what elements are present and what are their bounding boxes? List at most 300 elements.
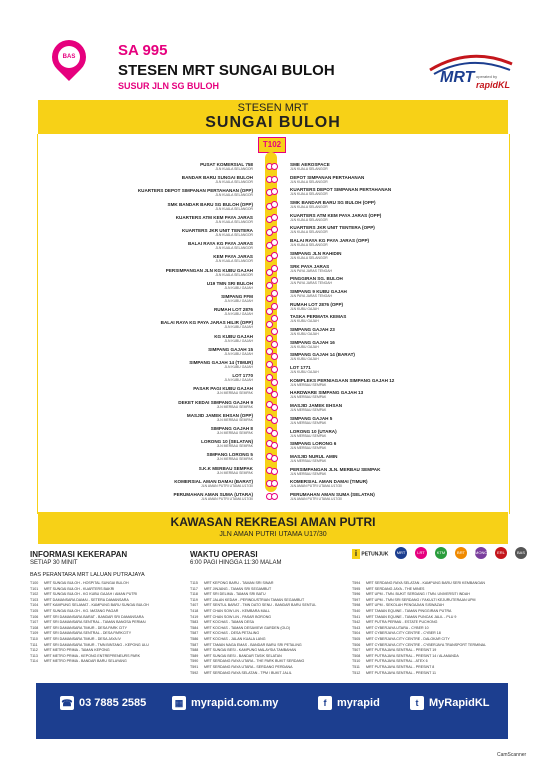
feeder-code: T587 [190,642,199,647]
stop-name: U19 TMN SRI BULOH [206,280,253,286]
feeder-code: T103 [30,597,39,602]
stop-left [174,479,253,488]
stop-name: SIMPANG 9 KUBU GAJAH [290,288,347,294]
stop-right [290,314,346,323]
stop-name: KUARTERS ATM KEM PAYA JARAS (OPP) [290,212,382,218]
feeder-desc: MRT KOCHAS - JALAN KUALA LANG [204,636,266,641]
feeder-code: T506 [352,642,361,647]
stop-area: JLN MERBAU SEMPAK [290,382,327,387]
feeder-desc: MRT SUNGAI BULOH - KG KUBU GAJAH / AMAN PUTRI [44,592,138,597]
stop-area: JLN KUBU GAJAH [224,299,253,303]
legend-row [395,547,527,559]
stop-dot [271,366,278,373]
footer-twitter[interactable] [410,696,490,710]
stop-name: SIMPANG GAJAH 14 (TIMUR) [189,360,253,365]
legend-ktm-icon: KTM [435,547,447,559]
stop-name: SIMPANG GAJAH 5 [290,415,333,421]
stop-name: KUARTERS JKR UNIT TENTERA [182,228,253,233]
feeder-code: T592 [190,670,199,675]
legend-brt-icon: BRT [455,547,467,559]
stop-area: JLN MERBAU SEMPAK [290,420,327,425]
stop-dot [271,201,278,208]
feeder-code: T117 [190,586,198,591]
stop-area: JLN KUBU GAJAH [224,378,253,383]
stop-area: JLN MERBAU SEMPAK [216,457,253,462]
stop-area: JLN KUBU GAJAH [224,365,253,369]
stop-right [290,492,375,501]
stop-area: JLN PAYA JARAS TENGAH [290,293,332,298]
stop-name: KOMERSIAL AMAN DAMAI (BARAT) [174,478,253,484]
feeder-code: T111 [30,642,38,647]
feeder-code: T114 [30,659,38,664]
stop-left [182,175,253,184]
stop-right [290,429,337,438]
feeder-desc: MRT UPM - TMN SRI SERDANG / FAKULTI KEJURUTERAAN UPM [366,597,476,602]
stop-dot [271,455,278,462]
feeder-row [190,671,316,677]
feeder-code: T109 [30,631,39,636]
stop-name: PERUMAHAN AMAN SUMA (UTARA) [173,492,253,497]
stop-name: SIMPANG GAJAH 16 [290,339,335,345]
stop-dot [271,290,278,297]
feeder-desc: MRT SERDANG JAYA - THE MINES [366,586,425,591]
footer-web[interactable] [172,696,278,710]
web-icon: ▦ [172,696,186,710]
feeder-code: T107 [30,620,39,625]
stop-area: JLN KUALA SELANGOR [290,205,328,210]
stop-area: JLN MERBAU SEMPAK [216,404,253,409]
destination-sub: JLN AMAN PUTRI UTAMA U17/30 [219,531,327,538]
stop-name: KUARTERS ATM KEM PAYA JARAS [175,214,253,220]
stop-area: JLN KUBU GAJAH [290,319,319,324]
frequency-value: SETIAP 30 MINIT [30,560,78,566]
feeder-column-1 [30,581,149,665]
feeder-code: T112 [30,648,38,653]
feeder-desc: MRT JINJANG - TAMAN SRI SEGAMBUT [204,586,272,591]
stop-area: JLN MERBAU SEMPAK [290,471,327,476]
stop-name: KUARTERS DEPOT SIMPANAN PERTAHANAN [290,187,392,193]
feeder-code: T589 [190,653,199,658]
logo-rapidkl-text: rapidKL [476,80,511,90]
feeder-desc: MRT KOCHAS - DESA PETALING [204,631,260,636]
feeder-desc: MRT PUTRAJAYA SENTRAL - PRESINT 11 [366,670,436,675]
feeder-desc: MRT TAMAN NAGA EMAS - BANDAR BARU SRI PETALING [204,642,302,647]
feeder-code: T407 [190,603,199,608]
stop-area: JLN KUALA SELANGOR [215,272,253,277]
feeder-code: T511 [352,664,360,669]
feeder-code: T101 [30,586,39,591]
info-icon: i [352,549,360,559]
stop-left [182,228,253,237]
feeder-code: T508 [352,653,361,658]
stop-right [290,479,368,488]
stop-area: JLN KUALA SELANGOR [215,180,253,185]
stop-right [290,251,341,260]
feeder-code: T598 [352,603,361,608]
feeder-desc: MRT PUTRAJAYA SENTRAL - PRESINT 8 [366,664,435,669]
pin-label: BAS [58,46,80,68]
phone-icon: ☎ [61,698,73,708]
feeder-desc: MRT JALAN KEDAH - PERINDUSTRIAN TAMAN SEGAMBUT [204,597,305,602]
stop-left [201,439,253,448]
feeder-desc: MRT PUTRAJAYA SENTRAL - ATEX 6 [366,659,428,664]
stop-name: LORONG 10 (UTARA) [290,428,337,434]
stop-area: JLN MERBAU SEMPAK [290,458,327,463]
stop-name: PERSIMPANGAN JLN. MERBAU SEMPAK [290,466,381,472]
stop-name: MASJID JAMEK EHSAN (OPP) [186,412,253,418]
feeder-desc: MRT PUTRAJAYA SENTRAL - PRESINT 19 [366,648,437,653]
feeder-desc: MRT TAMAN EQUINE - TAMAN PINGGIRAN PUTRA [366,608,452,613]
stop-dot [271,468,278,475]
stop-right [290,390,363,399]
stop-left [213,254,253,263]
stop-name: PERSIMPANGAN JLN KG KUBU GAJAH [165,267,253,273]
feeder-code: T102 [30,592,39,597]
feeder-desc: MRT SUNGAI BULOH - KUARTERS BAKRI [44,586,115,591]
stop-name: BALAI RAYA KG PAYA JARAS (OPP) [290,238,370,244]
feeder-code: T586 [190,636,199,641]
bus-stop-pin-icon [45,33,93,81]
stop-name: BALAI RAYA KG PAYA JARAS [187,241,253,247]
operation-title: WAKTU OPERASI [190,550,258,559]
feeder-desc: MRT SUNGAI BULOH - HOSPITAL SUNGAI BULOH [44,581,129,585]
stop-dot [271,379,278,386]
stop-name: SIMPANG GAJAH 15 [208,346,253,352]
stop-left [189,360,253,369]
destination-name: KAWASAN REKREASI AMAN PUTRI [170,515,376,529]
stop-name: S.K.K MERBAU SEMPAK [198,465,253,471]
stop-area: JLN KUALA SELANGOR [290,167,328,171]
stop-right [290,213,381,222]
stop-dot [271,214,278,221]
stop-area: JLN MERBAU SEMPAK [290,408,327,413]
stop-left [214,334,253,343]
stop-name: SRK PAYA JARAS [290,263,330,269]
stop-dot [271,176,278,183]
feeder-code: T106 [30,614,39,619]
feeder-desc: MRT SUNGAI BULOH - KG. MATANG PAGAR [44,608,119,613]
stop-name: KG KUBU GAJAH [214,333,253,339]
stop-right [290,302,343,311]
twitter-icon: t [410,696,424,710]
stop-area: JLN KUBU GAJAH [290,332,319,336]
feeder-code: T587 [190,631,199,636]
footer-phone[interactable] [60,696,146,710]
feeder-code: T118 [190,592,198,597]
stop-name: RUMAH LOT 2876 [213,307,253,313]
feeder-desc: MRT CHAN SOW LIN - PASAR BORONG [204,614,272,619]
stop-left [200,162,253,171]
feeder-desc: MRT KOCHAS - TAMAN DESA [204,620,255,625]
stop-name: BALAI RAYA KG PAYA JARAS HILIR (OPP) [160,320,253,326]
feeder-desc: MRT SENTUL BARAT - TMN DATO SENU - BANDAR BARU SENTUL [204,603,317,608]
feeder-code: T583 [190,620,199,625]
stop-dot [271,252,278,259]
stop-area: JLN KUBU GAJAH [224,312,253,317]
stop-name: DEKET KEDAI SIMPANG GAJAH 9 [178,399,253,405]
feeder-desc: MRT SRI DAMANSARA SENTRAL - DESA PARKCITY [44,631,132,636]
scanner-watermark: CamScanner [497,752,527,758]
feeder-code: T110 [30,636,38,641]
feeder-code: T543 [352,625,361,630]
feeder-code: T507 [352,648,361,653]
stop-area: JLN MERBAU SEMPAK [290,395,327,400]
stop-right [290,225,375,234]
stop-dot [271,328,278,335]
feeder-row [352,671,486,677]
stop-area: JLN MERBAU SEMPAK [290,433,327,438]
web-text: myrapid.com.my [191,697,279,709]
stop-area: JLN MERBAU SEMPAK [216,470,253,475]
stop-right [290,264,332,273]
feeder-code: T104 [30,603,39,608]
stop-area: JLN KUALA SELANGOR [290,179,328,184]
feeder-desc: MRT UPM - SEKOLAH PENGAJIAN SISWAZAH [366,603,444,608]
stop-left [193,386,253,395]
feeder-code: T595 [352,586,361,591]
logo-tag-text: operated by [476,74,498,79]
stop-left [221,294,253,303]
stop-area: JLN MERBAU SEMPAK [290,446,327,451]
stop-name: SME AEROSPACE [290,162,330,167]
stop-right [290,276,343,285]
legend-title-text: PETUNJUK [361,551,389,558]
stop-area: JLN KUALA SELANGOR [215,206,253,211]
stop-area: JLN KUALA SELANGOR [215,233,253,237]
feeder-code: T594 [352,581,361,585]
stop-left [208,347,253,356]
frequency-title: INFORMASI KEKERAPAN [30,550,128,559]
stop-name: PINGGIRAN SG. BULOH [290,276,343,282]
feeder-code: T105 [30,608,39,613]
stop-name: KOMERSIAL AMAN DAMAI (TIMUR) [290,479,368,485]
route-number: SA 995 [118,42,168,59]
stop-right [290,454,337,463]
operation-hours: 6:00 PAGI HINGGA 11:30 MALAM [190,560,282,566]
feeder-desc: MRT SRI DAMANSARA SENTRAL - TAMAN BANGSA PERMAI [44,620,146,625]
stop-right [290,365,319,374]
feeder-desc: MRT CHAN SOW LIN - KEMBARA MALL [204,608,270,613]
stop-area: JLN KUALA SELANGOR [215,259,253,264]
feeder-desc: MRT KEPONG BARU - TAMAN SRI SINAR [204,581,274,585]
stop-dot [271,341,278,348]
feeder-desc: MRT TAMAN EQUINE - TAMAN PUNCAK JALIL - PLU 9 [366,614,457,619]
stop-name: KOMPLEKS PERNIAGAAN SIMPANG GAJAH 12 [290,377,395,383]
stop-area: JLN KUBU GAJAH [290,306,319,311]
feeder-desc: MRT UPM - TMN. BUKIT SERDANG / TMN. UNIVERSITI INDAH [366,592,470,597]
feeder-desc: MRT SERDANG RAYA UTARA - SERDANG PERDANA [204,664,293,669]
feeder-desc: MRT METRO PRIMA - BANDAR BARU SELAYANG [44,659,127,664]
stop-name: SIMPANG FFM [221,294,253,299]
stop-left [211,426,253,435]
stop-left [214,307,253,316]
route-badge: T102 [258,137,286,153]
stop-area: JLN KUALA SELANGOR [290,192,328,197]
feeder-desc: MRT SERDANG RAYA SELATAN - KAMPUNG BARU SERI KEMBANGAN [366,581,486,585]
feeder-list-title: BAS PERANTARA MRT LALUAN PUTRAJAYA [30,572,145,578]
feeder-desc: MRT SUNGAI BESI - BANDAR TASIK SELATAN [204,653,282,658]
stop-area: JLN KUBU GAJAH [224,351,253,356]
stop-name: PASAR PAGI KUBU GAJAH [193,386,253,392]
feeder-desc: MRT DAMANSARA DAMAI - SETERA DAMANSARA [44,597,129,602]
stop-right [290,467,380,476]
stop-name: SIMPANG JLN RAHIDIN [290,250,342,256]
stop-name: PUSAT KOMERSIAL 758 [200,162,253,167]
feeder-code: T418 [190,608,199,613]
stop-area: JLN KUBU GAJAH [290,357,319,362]
footer-facebook[interactable] [318,696,380,710]
stop-name: SIMPANG GAJAH 8 [210,426,253,431]
stop-left [176,215,253,224]
feeder-code: T119 [190,597,198,602]
twitter-text: MyRapidKL [429,697,490,709]
legend-title [352,549,392,561]
stop-area: JLN AMAN PUTRI UTAMA U17/30 [201,497,253,501]
stop-area: JLN KUALA SELANGOR [290,255,328,260]
legend-mrt-icon: MRT [395,547,407,559]
feeder-code: T505 [352,636,361,641]
stop-name: LORONG 10 (SELATAN) [201,439,253,445]
feeder-code: T540 [352,608,361,613]
stop-name: KUARTERS DEPOT SIMPANAN PERTAHANAN (OPP) [137,188,253,194]
legend-bas-icon: BAS [515,547,527,559]
feeder-desc: MRT PUTRAJAYA SENTRAL - PRESINT 14 / ALAMANDA [366,653,459,658]
feeder-desc: MRT SRI DELIMA - TAMAN SRI BATU [204,592,266,597]
feeder-row [30,659,149,665]
stop-name: PERUMAHAN AMAN SUMA (SELATAN) [290,492,375,497]
stop-left [166,268,253,277]
feeder-code: T588 [190,648,199,653]
stop-right [290,441,336,450]
stop-name: MASJID NURUL AMIN [290,453,338,459]
stop-area: JLN KUBU GAJAH [224,338,253,343]
feeder-desc: MRT SERDANG RAYA UTARA - THE PARK BUKIT SERDANG [204,659,305,664]
feeder-code: T542 [352,620,361,625]
stop-name: DEPOT SIMPANAN PERTAHANAN [290,174,365,180]
stop-right [290,289,347,298]
feeder-column-2 [190,581,316,676]
legend-mono-icon: MONO [475,547,487,559]
feeder-code: T590 [190,659,199,664]
feeder-desc: MRT KAMPUNG SELAMAT - KAMPUNG BARU SUNGAI BULOH [44,603,149,608]
station-title: STESEN MRT SUNGAI BULOH [118,62,335,79]
stop-right [290,175,364,184]
stop-name: RUMAH LOT 2876 (OPP) [290,301,344,307]
stop-name: KUARTERS JKR UNIT TENTERA (OPP) [290,225,375,231]
feeder-desc: MRT SUNGAI BESI - KAMPUNG MALAYSIA TAMBAHAN [204,648,297,653]
stop-area: JLN KUALA SELANGOR [290,217,328,222]
stop-right [290,378,394,387]
stop-area: JLN MERBAU SEMPAK [216,444,253,449]
legend-lrt-icon: LRT [415,547,427,559]
stop-name: SIMPANG LORONG 5 [206,452,253,458]
stop-left [187,413,253,422]
stop-dot [271,493,278,500]
mrt-rapidkl-logo [424,48,516,92]
feeder-desc: MRT SERDANG RAYA SELATAN - TPM / BUKIT JALIL [204,670,292,675]
feeder-desc: MRT SRI DAMANSARA BARAT - BANDAR SRI DAMANSARA [44,614,144,619]
stop-left [174,492,253,501]
stop-dot [271,430,278,437]
feeder-column-3 [352,581,486,676]
stop-name: BANDAR BARU SUNGAI BULOH [181,175,253,181]
feeder-code: T584 [190,625,199,630]
feeder-desc: MRT CYBERJAYA CITY CENTRE - DALOKAR CITY [366,636,450,641]
stop-area: JLN KUALA SELANGOR [215,246,253,251]
stop-area: JLN KUBU GAJAH [224,285,253,290]
stop-area: JLN KUBU GAJAH [290,370,319,375]
feeder-code: T113 [30,653,38,658]
title-line1: STESEN MRT [237,102,309,114]
stop-right [290,416,332,425]
stop-right [290,352,355,361]
stop-name: SIMPANG GAJAH 23 [290,327,335,332]
feeder-code: T100 [30,581,39,585]
stop-dot [271,265,278,272]
stop-left [207,281,253,290]
stop-area: JLN KUALA SELANGOR [215,167,253,171]
stop-right [290,200,376,209]
feeder-code: T510 [352,659,361,664]
stop-area: JLN KUALA SELANGOR [215,193,253,198]
stop-name: HARDWARE SIMPANG GAJAH 13 [290,390,364,396]
title-line2: SUNGAI BULOH [205,114,341,131]
stop-left [178,400,253,409]
stop-left [168,202,254,211]
stop-area: JLN MERBAU SEMPAK [216,417,253,422]
facebook-text: myrapid [337,697,380,709]
stop-area: JLN KUALA SELANGOR [290,230,328,235]
feeder-desc: MRT CYBERJAYA CITY CENTRE - CYBERJAYA TRANSPORT TERMINAL [366,642,487,647]
feeder-code: T504 [352,631,361,636]
feeder-code: T541 [352,614,361,619]
feeder-code: T596 [352,592,361,597]
stop-name: MASJID JAMEK EHSAN [290,403,343,409]
stop-left [224,373,253,382]
stop-right [290,162,330,171]
stop-area: JLN KUALA SELANGOR [215,219,253,224]
stop-name: LOT 1770 [232,373,253,379]
feeder-code: T115 [190,581,198,585]
stop-area: JLN MERBAU SEMPAK [216,431,253,435]
stop-right [290,327,335,336]
feeder-desc: MRT METRO PRIMA - TAMAN KEPONG [44,648,110,653]
stop-left [161,320,253,329]
feeder-desc: MRT METRO PRIMA - KEPONG ENTREPRENEURS PARK [44,653,141,658]
stop-area: JLN AMAN PUTRI UTAMA U17/30 [290,484,342,489]
feeder-desc: MRT SRI DAMANSARA TIMUR - TMN BINTANG - KEPONG ULU [44,642,149,647]
feeder-desc: MRT SRI DAMANSARA TIMUR - DESA PARK CITY [44,625,128,630]
stop-left [199,466,253,475]
stop-name: SIMPANG GAJAH 14 (BARAT) [290,352,355,358]
feeder-desc: MRT CYBERJAYA CITY CENTRE - CYBER 18 [366,631,441,636]
station-subtitle: SUSUR JLN SG BULOH [118,81,220,91]
stop-dot [271,303,278,310]
feeder-desc: MRT CYBERJAYA UTARA - CYBER 10 [366,625,429,630]
stop-name: SIMPANG LORONG 6 [290,441,337,447]
stop-right [290,403,342,412]
stop-right [290,340,335,349]
stop-right [290,187,391,196]
stop-name: TASKA PERMATA KEMAS [290,314,347,320]
stop-right [290,238,369,247]
stop-dot [271,163,278,170]
stop-area: JLN KUALA SELANGOR [290,243,328,248]
stop-area: JLN AMAN PUTRI UTAMA U17/30 [290,497,342,501]
stop-name: SMK BANDAR BARU SG BULOH (OPP) [167,201,253,207]
stop-area: JLN MERBAU SEMPAK [216,391,253,396]
feeder-code: T108 [30,625,39,630]
